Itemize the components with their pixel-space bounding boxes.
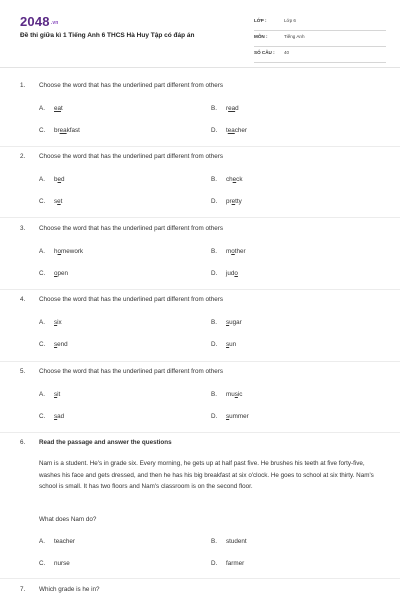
- option-a[interactable]: A. eat: [39, 105, 63, 112]
- option-d[interactable]: D. summer: [211, 413, 249, 420]
- question-number: 6.: [20, 439, 26, 446]
- option-b[interactable]: B. mother: [211, 248, 246, 255]
- option-c[interactable]: C. breakfast: [39, 127, 80, 134]
- document-title: Đề thi giữa kì 1 Tiếng Anh 6 THCS Hà Huy Tập có đáp án: [20, 32, 195, 39]
- option-a[interactable]: A. sit: [39, 391, 61, 398]
- reading-passage: Nam is a student. He's in grade six. Every morning, he gets up at half past five. He brushes his teeth at five forty-five, washes his face and gets dressed, and then he has his big breakfast at six o'clock. He goes to school at six thirty. Nam's school is small. It has two floors and Nam's classroom is on the second floor.: [39, 460, 374, 490]
- meta-value: 40: [284, 50, 290, 55]
- divider: [0, 146, 400, 147]
- meta-row-class: [254, 15, 386, 31]
- option-b[interactable]: B. sugar: [211, 319, 242, 326]
- option-a[interactable]: A. homework: [39, 248, 84, 255]
- option-b[interactable]: B. student: [211, 538, 247, 545]
- option-d[interactable]: D. judo: [211, 270, 238, 277]
- divider: [0, 67, 400, 68]
- divider: [0, 289, 400, 290]
- option-c[interactable]: C. send: [39, 341, 68, 348]
- question-text: Choose the word that has the underlined part different from others: [39, 296, 224, 303]
- meta-value: Lớp 6: [284, 18, 296, 23]
- option-b[interactable]: B. music: [211, 391, 243, 398]
- meta-value: Tiếng Anh: [284, 34, 305, 39]
- option-c[interactable]: C. nurse: [39, 560, 70, 567]
- question-text: Choose the word that has the underlined part different from others: [39, 153, 224, 160]
- option-b[interactable]: B. read: [211, 105, 239, 112]
- meta-row-count: [254, 47, 386, 63]
- meta-row-subject: [254, 31, 386, 47]
- meta-label: SỐ CÂU :: [254, 50, 275, 55]
- question-number: 4.: [20, 296, 26, 303]
- question-number: 2.: [20, 153, 26, 160]
- option-a[interactable]: A. bed: [39, 176, 65, 183]
- question-number: 7.: [20, 586, 26, 593]
- option-d[interactable]: D. pretty: [211, 198, 242, 205]
- meta-label: LỚP :: [254, 18, 267, 23]
- option-d[interactable]: D. farmer: [211, 560, 245, 567]
- meta-label: MÔN :: [254, 34, 268, 39]
- divider: [0, 361, 400, 362]
- option-d[interactable]: D. teacher: [211, 127, 248, 134]
- question-text: Which grade is he in?: [39, 586, 100, 593]
- option-a[interactable]: A. six: [39, 319, 62, 326]
- question-text: Choose the word that has the underlined part different from others: [39, 225, 224, 232]
- question-number: 5.: [20, 368, 26, 375]
- option-c[interactable]: C. set: [39, 198, 63, 205]
- divider: [0, 432, 400, 433]
- sub-question: What does Nam do?: [39, 516, 97, 523]
- header: [0, 0, 400, 68]
- option-c[interactable]: C. sad: [39, 413, 65, 420]
- question-number: 1.: [20, 82, 26, 89]
- meta-table: [254, 15, 386, 63]
- option-b[interactable]: B. check: [211, 176, 243, 183]
- question-number: 3.: [20, 225, 26, 232]
- question-text: Read the passage and answer the questions: [39, 439, 172, 446]
- divider: [0, 578, 400, 579]
- divider: [0, 217, 400, 218]
- logo[interactable]: $2048^{.vn}$: [20, 14, 59, 29]
- option-a[interactable]: A. teacher: [39, 538, 76, 545]
- question-text: Choose the word that has the underlined part different from others: [39, 368, 224, 375]
- option-d[interactable]: D. sun: [211, 341, 237, 348]
- question-text: Choose the word that has the underlined part different from others: [39, 82, 224, 89]
- option-c[interactable]: C. open: [39, 270, 69, 277]
